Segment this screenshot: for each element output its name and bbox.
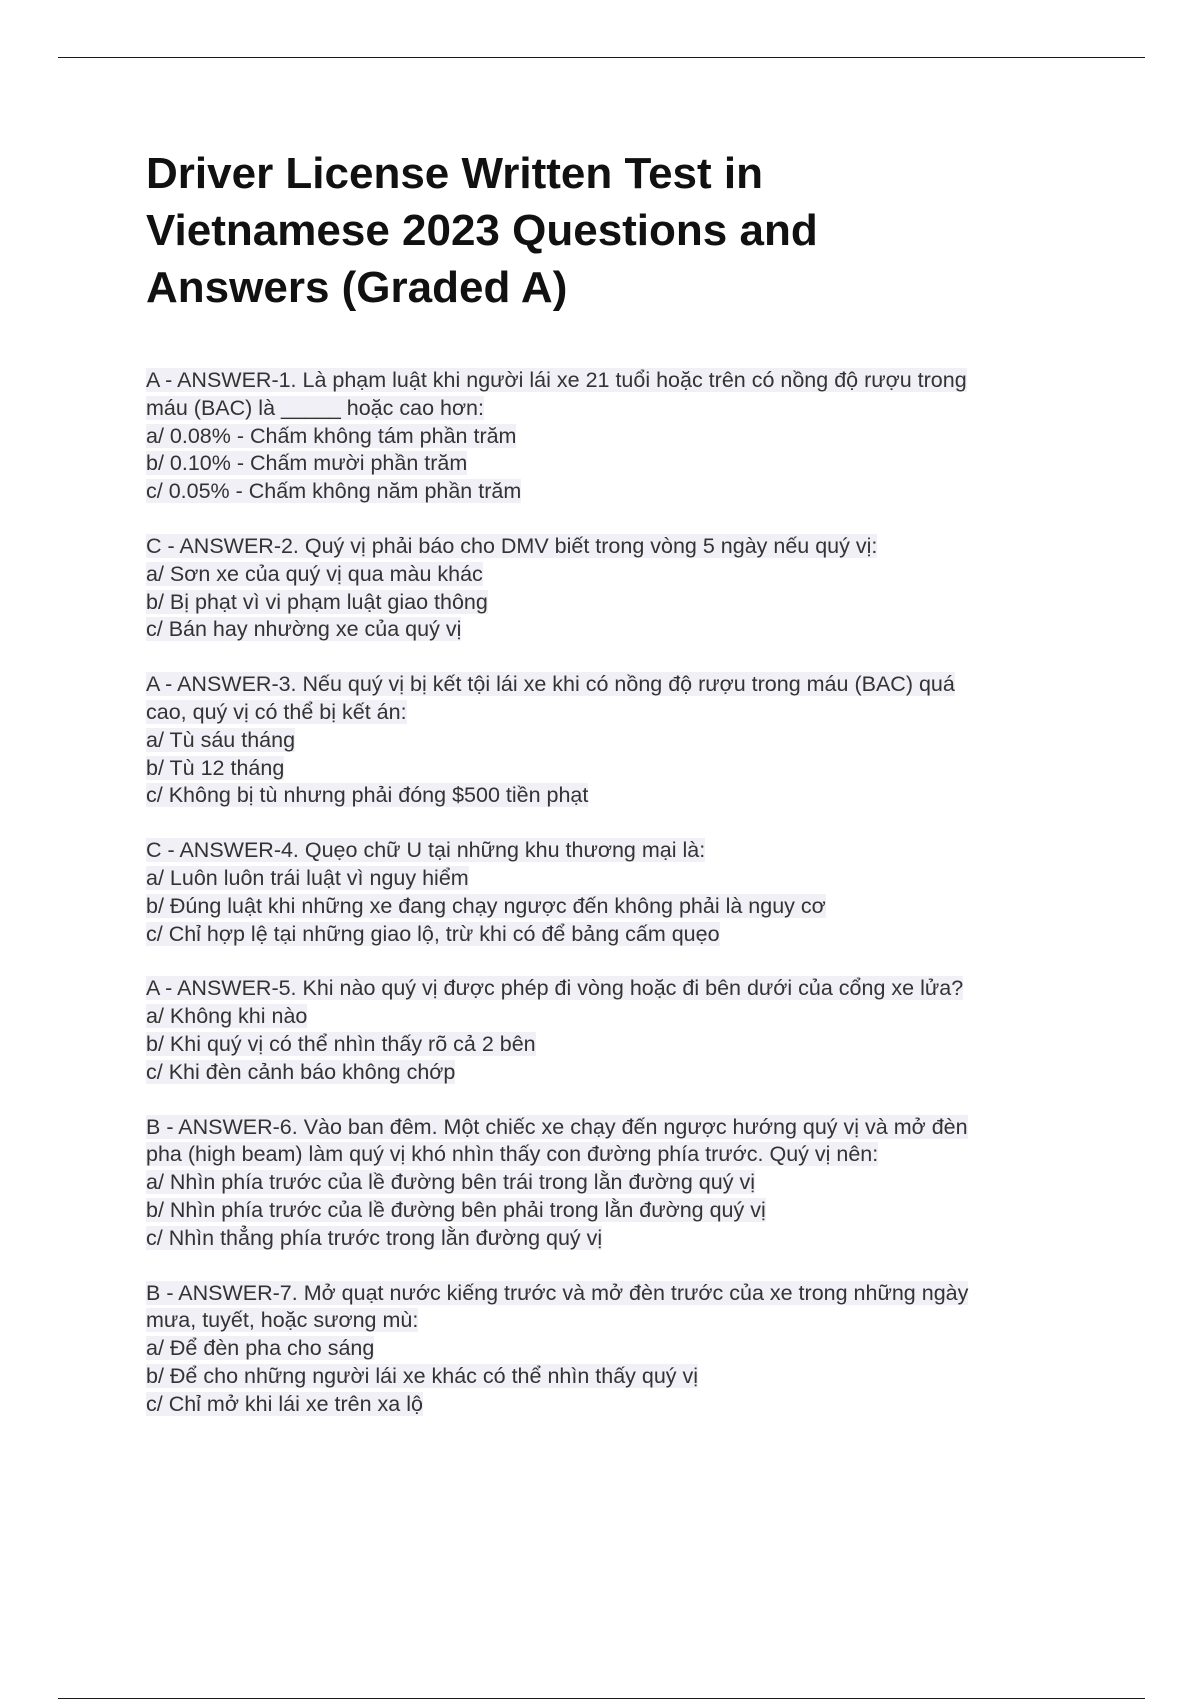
- question-text: [146, 533, 1086, 561]
- line-text: A - ANSWER-1. Là phạm luật khi người lái xe 21 tuổi hoặc trên có nồng độ rượu trong: [146, 368, 967, 392]
- line-text: C - ANSWER-2. Quý vị phải báo cho DMV biết trong vòng 5 ngày nếu quý vị:: [146, 533, 878, 558]
- question-text: [146, 975, 1086, 1003]
- question-line: [146, 561, 1086, 589]
- line-text: c/ Bán hay nhường xe của quý vị: [146, 617, 462, 642]
- question-line: [146, 450, 1086, 478]
- question-line: [146, 1141, 1086, 1169]
- question-line: [146, 1197, 1086, 1225]
- question-line: [146, 1059, 1086, 1087]
- line-text: c/ Khi đèn cảnh báo không chớp: [146, 1059, 456, 1084]
- question-block: [146, 671, 1086, 810]
- question-line: [146, 616, 1086, 644]
- line-text: b/ Khi quý vị có thể nhìn thấy rõ cả 2 bên: [146, 1031, 536, 1056]
- question-block: [146, 367, 1086, 506]
- line-text: b/ Để cho những người lái xe khác có thể nhìn thấy quý vị: [146, 1363, 699, 1388]
- line-text: c/ Chỉ hợp lệ tại những giao lộ, trừ khi có để bảng cấm quẹo: [146, 921, 720, 946]
- line-text: máu (BAC) là _____ hoặc cao hơn:: [146, 395, 484, 420]
- question-text: [146, 671, 1086, 699]
- line-text: c/ Nhìn thẳng phía trước trong lằn đường quý vị: [146, 1225, 603, 1250]
- question-line: [146, 1225, 1086, 1253]
- line-text: b/ Đúng luật khi những xe đang chạy ngược đến không phải là nguy cơ: [146, 893, 826, 918]
- page-title: Driver License Written Test in Vietnamese 2023 Questions and Answers (Graded A): [146, 149, 818, 312]
- line-text: a/ Không khi nào: [146, 1004, 308, 1029]
- question-line: [146, 589, 1086, 617]
- question-line: [146, 423, 1086, 451]
- question-line: [146, 1363, 1086, 1391]
- question-block: [146, 975, 1086, 1086]
- question-line: [146, 727, 1086, 755]
- question-line: [146, 1335, 1086, 1363]
- question-block: [146, 533, 1086, 644]
- line-text: B - ANSWER-6. Vào ban đêm. Một chiếc xe chạy đến ngược hướng quý vị và mở đèn: [146, 1114, 968, 1139]
- bottom-divider: [58, 1698, 1145, 1699]
- question-text: [146, 1280, 1086, 1308]
- line-text: C - ANSWER-4. Quẹo chữ U tại những khu thương mại là:: [146, 838, 706, 863]
- question-line: [146, 395, 1086, 423]
- question-line: [146, 699, 1086, 727]
- question-line: [146, 478, 1086, 506]
- question-block: [146, 837, 1086, 948]
- line-text: b/ Bị phạt vì vi phạm luật giao thông: [146, 589, 488, 614]
- top-divider: [58, 57, 1145, 58]
- line-text: b/ Nhìn phía trước của lề đường bên phải trong lằn đường quý vị: [146, 1197, 766, 1222]
- line-text: b/ 0.10% - Chấm mười phần trăm: [146, 451, 468, 476]
- question-line: [146, 865, 1086, 893]
- question-line: [146, 1003, 1086, 1031]
- question-line: [146, 755, 1086, 783]
- line-text: c/ Không bị tù nhưng phải đóng $500 tiền phạt: [146, 783, 589, 808]
- line-text: pha (high beam) làm quý vị khó nhìn thấy con đường phía trước. Quý vị nên:: [146, 1142, 879, 1167]
- question-text: [146, 1114, 1086, 1142]
- line-text: B - ANSWER-7. Mở quạt nước kiếng trước và mở đèn trước của xe trong những ngày: [146, 1280, 969, 1305]
- line-text: a/ Luôn luôn trái luật vì nguy hiểm: [146, 865, 469, 890]
- question-block: [146, 1114, 1086, 1253]
- line-text: a/ Nhìn phía trước của lề đường bên trái trong lằn đường quý vị: [146, 1170, 755, 1195]
- line-text: b/ Tù 12 tháng: [146, 755, 285, 780]
- line-text: a/ 0.08% - Chấm không tám phần trăm: [146, 423, 517, 448]
- line-text: mưa, tuyết, hoặc sương mù:: [146, 1308, 419, 1333]
- question-line: [146, 1169, 1086, 1197]
- question-text: [146, 837, 1086, 865]
- question-block: [146, 1280, 1086, 1419]
- line-text: a/ Sơn xe của quý vị qua màu khác: [146, 561, 483, 586]
- line-text: c/ 0.05% - Chấm không năm phần trăm: [146, 479, 522, 504]
- question-line: [146, 1307, 1086, 1335]
- line-text: A - ANSWER-5. Khi nào quý vị được phép đi vòng hoặc đi bên dưới của cổng xe lửa?: [146, 976, 964, 1001]
- question-list: [146, 367, 1086, 1446]
- line-text: a/ Để đèn pha cho sáng: [146, 1336, 375, 1361]
- question-line: [146, 921, 1086, 949]
- line-text: a/ Tù sáu tháng: [146, 727, 296, 752]
- question-line: [146, 893, 1086, 921]
- line-text: A - ANSWER-3. Nếu quý vị bị kết tội lái xe khi có nồng độ rượu trong máu (BAC) quá: [146, 672, 955, 697]
- question-line: [146, 1391, 1086, 1419]
- line-text: cao, quý vị có thể bị kết án:: [146, 699, 407, 724]
- line-text: c/ Chỉ mở khi lái xe trên xa lộ: [146, 1391, 423, 1416]
- question-line: [146, 782, 1086, 810]
- question-text: [146, 367, 1086, 395]
- question-line: [146, 1031, 1086, 1059]
